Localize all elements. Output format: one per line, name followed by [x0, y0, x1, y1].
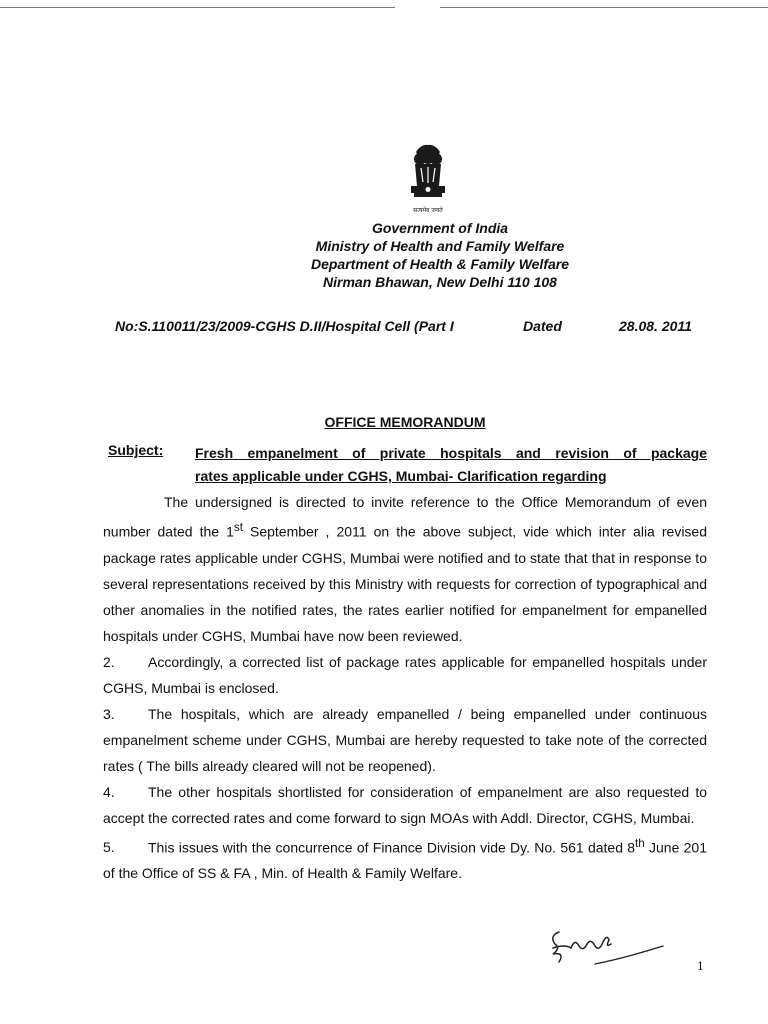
- emblem-motto: सत्यमेव जयते: [413, 207, 443, 214]
- paragraph-1: [103, 489, 707, 649]
- ashoka-emblem-icon: [403, 142, 453, 222]
- letterhead: [240, 219, 640, 291]
- paragraph-3: [103, 701, 707, 779]
- header-line-address: Nirman Bhawan, New Delhi 110 108: [323, 274, 557, 290]
- scan-top-line-left: [0, 7, 395, 8]
- handwritten-signature-icon: [545, 918, 675, 978]
- page-number: 1: [697, 960, 704, 973]
- memo-body: [103, 489, 707, 886]
- memo-date: 28.08. 2011: [619, 318, 692, 334]
- paragraph-3-number: 3.: [103, 705, 115, 722]
- header-line-government: Government of India: [371, 220, 509, 236]
- paragraph-4: [103, 779, 707, 831]
- subject-line-1: Fresh empanelment of private hospitals and revision of package: [195, 445, 707, 461]
- paragraph-2-number: 2.: [103, 653, 115, 670]
- paragraph-4-text: The other hospitals shortlisted for consideration of empanelment are also requested to accept the corrected rates and come forward to sign MOAs with Addl. Director, CGHS, Mumbai.: [103, 783, 707, 826]
- dated-label: Dated: [523, 318, 562, 334]
- reference-number: No:S.110011/23/2009-CGHS D.II/Hospital Cell (Part I: [115, 318, 454, 334]
- header-line-department: Department of Health & Family Welfare: [310, 256, 570, 272]
- paragraph-5-number: 5.: [103, 839, 115, 856]
- paragraph-2-text: Accordingly, a corrected list of package rates applicable for empanelled hospitals under CGHS, Mumbai is enclosed.: [103, 653, 707, 696]
- subject-line-2: rates applicable under CGHS, Mumbai- Clarification regarding: [195, 468, 607, 484]
- header-line-ministry: Ministry of Health and Family Welfare: [315, 238, 565, 254]
- paragraph-5-superscript: th: [635, 836, 645, 850]
- memo-title: OFFICE MEMORANDUM: [324, 414, 486, 430]
- paragraph-4-number: 4.: [103, 783, 115, 800]
- paragraph-1-superscript: st: [233, 521, 243, 534]
- scan-top-line-right: [440, 7, 768, 8]
- subject-text: [195, 442, 707, 488]
- paragraph-5: [103, 831, 707, 887]
- paragraph-1-text-b: September , 2011 on the above subject, vide which inter alia revised package rates applicable under CGHS, Mumbai were notified and to state that that in response to several representations received by this Ministry with requests for correction of typographical and other anomalies in the notified rates, the rates earlier notified for empanelment for empanelled hospitals under CGHS, Mumbai have now been reviewed.: [103, 523, 708, 644]
- paragraph-1-text-a: The undersigned is directed to invite reference to the Office Memorandum of even number dated the 1: [103, 494, 707, 540]
- subject-label: Subject:: [108, 442, 164, 458]
- paragraph-5-text-b: June 201 of the Office of SS & FA , Min. of Health & Family Welfare.: [103, 839, 708, 882]
- paragraph-5-text-a: This issues with the concurrence of Finance Division vide Dy. No. 561 dated 8: [148, 839, 636, 856]
- paragraph-3-text: The hospitals, which are already empanelled / being empanelled under continuous empanelment scheme under CGHS, Mumbai are hereby requested to take note of the corrected rates ( The bills already cleared will not be reopened).: [103, 705, 707, 774]
- paragraph-2: [103, 649, 707, 701]
